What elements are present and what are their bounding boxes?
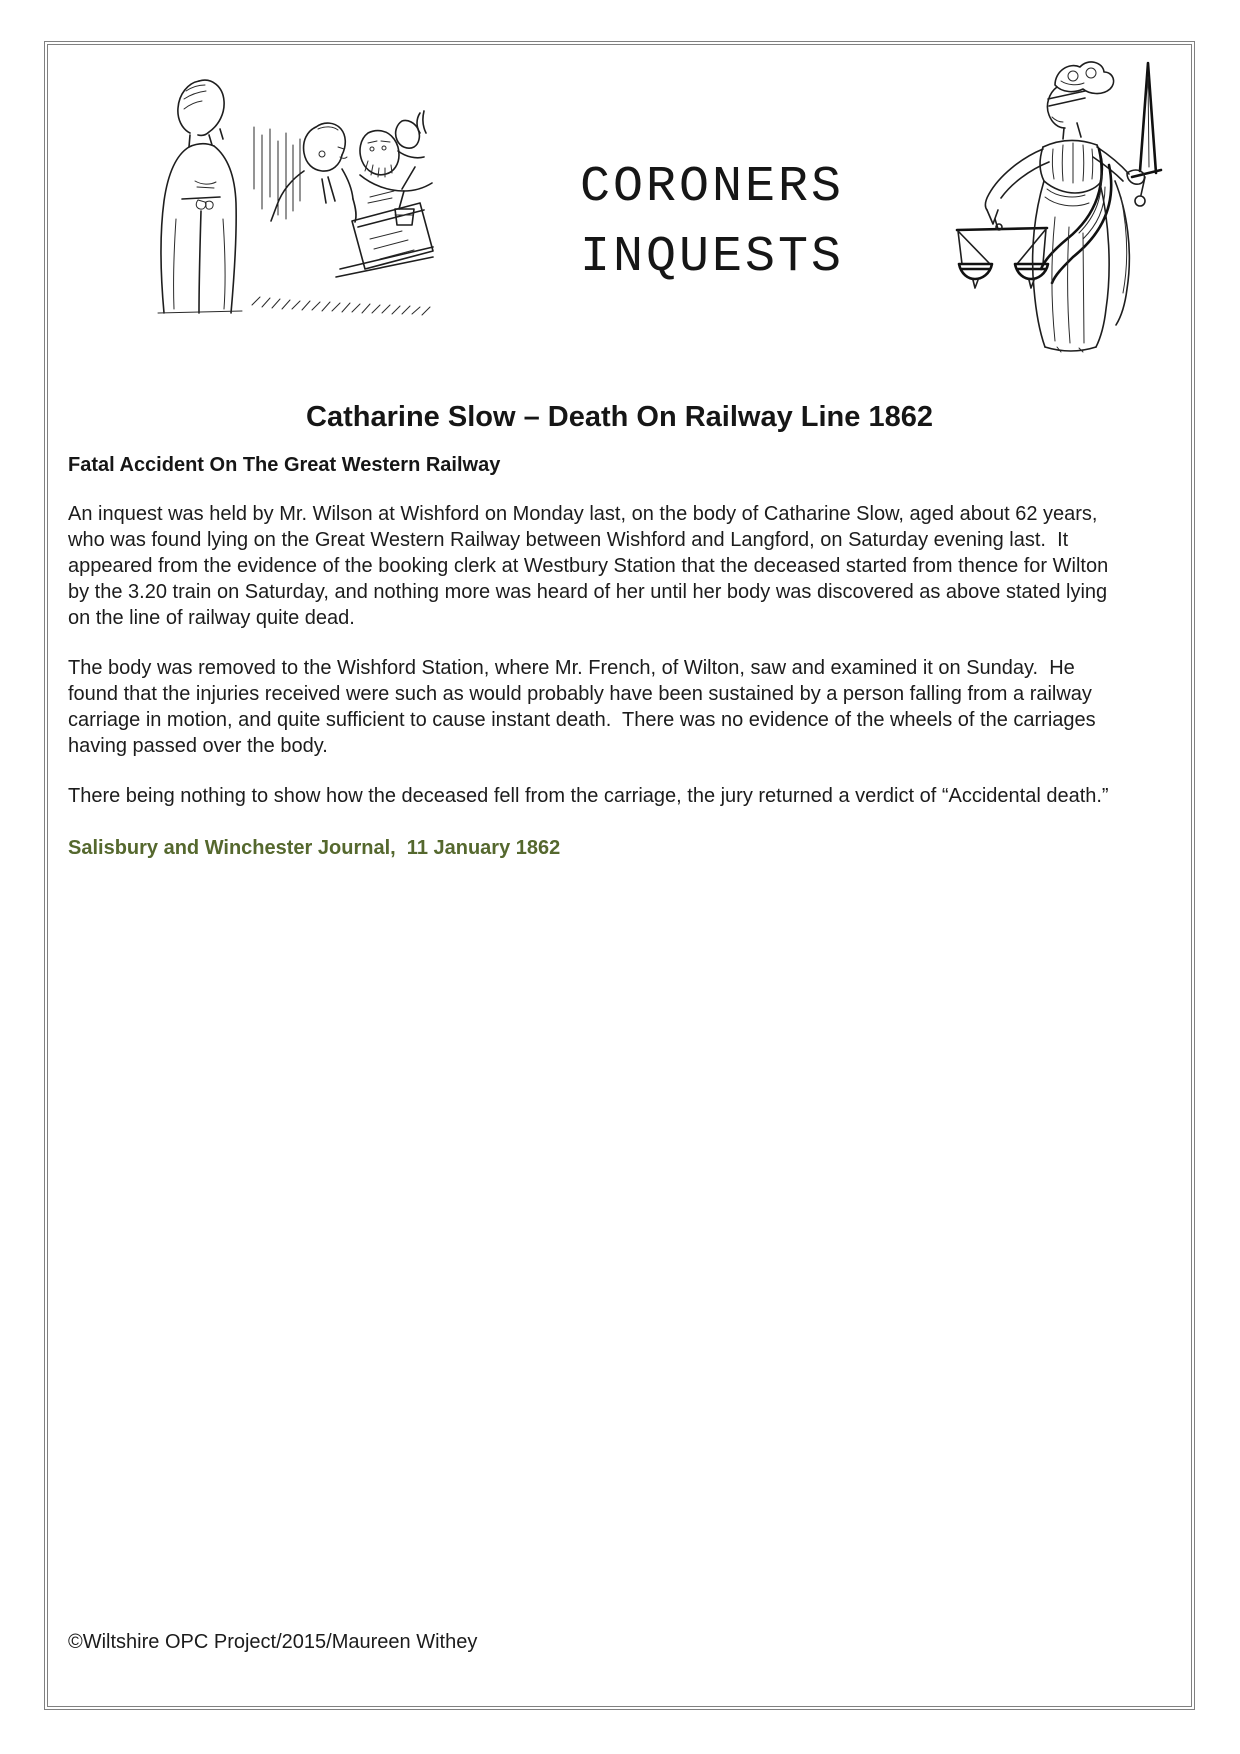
masthead-line-1: CORONERS: [579, 159, 845, 216]
inquest-jury-engraving-svg: [102, 69, 434, 317]
copyright-footer: ©Wiltshire OPC Project/2015/Maureen Withey: [68, 1631, 478, 1653]
inquest-jury-illustration: [102, 69, 434, 317]
article-body: [48, 454, 1191, 861]
masthead-title: [500, 153, 924, 293]
page-border-frame: [44, 41, 1195, 1710]
lady-justice-engraving-svg: [951, 57, 1163, 357]
article-subheading: Fatal Accident On The Great Western Railway: [68, 454, 501, 476]
paragraph-3: There being nothing to show how the deceased fell from the carriage, the jury returned a verdict of “Accidental death.”: [68, 785, 1109, 807]
paragraph-1: An inquest was held by Mr. Wilson at Wishford on Monday last, on the body of Catharine Slow, aged about 62 years, who was found lying on the Great Western Railway between Wishford and Langford, on Saturday evening last. It appeared from the evidence of the booking clerk at Westbury Station that the deceased started from thence for Wilton by the 3.20 train on Saturday, and nothing more was heard of her until her body was discovered as above stated lying on the line of railway quite dead.: [68, 503, 1114, 629]
lady-justice-illustration: [951, 57, 1163, 357]
document-header: [48, 45, 1191, 367]
source-citation: Salisbury and Winchester Journal, 11 January 1862: [68, 837, 561, 859]
paragraph-2: The body was removed to the Wishford Station, where Mr. French, of Wilton, saw and examined it on Sunday. He found that the injuries received were such as would probably have been sustained by a person falling from a railway carriage in motion, and quite sufficient to cause instant death. There was no evidence of the wheels of the carriages having passed over the body.: [68, 657, 1102, 757]
page-title: Catharine Slow – Death On Railway Line 1862: [306, 401, 933, 433]
masthead-line-2: INQUESTS: [579, 229, 845, 286]
